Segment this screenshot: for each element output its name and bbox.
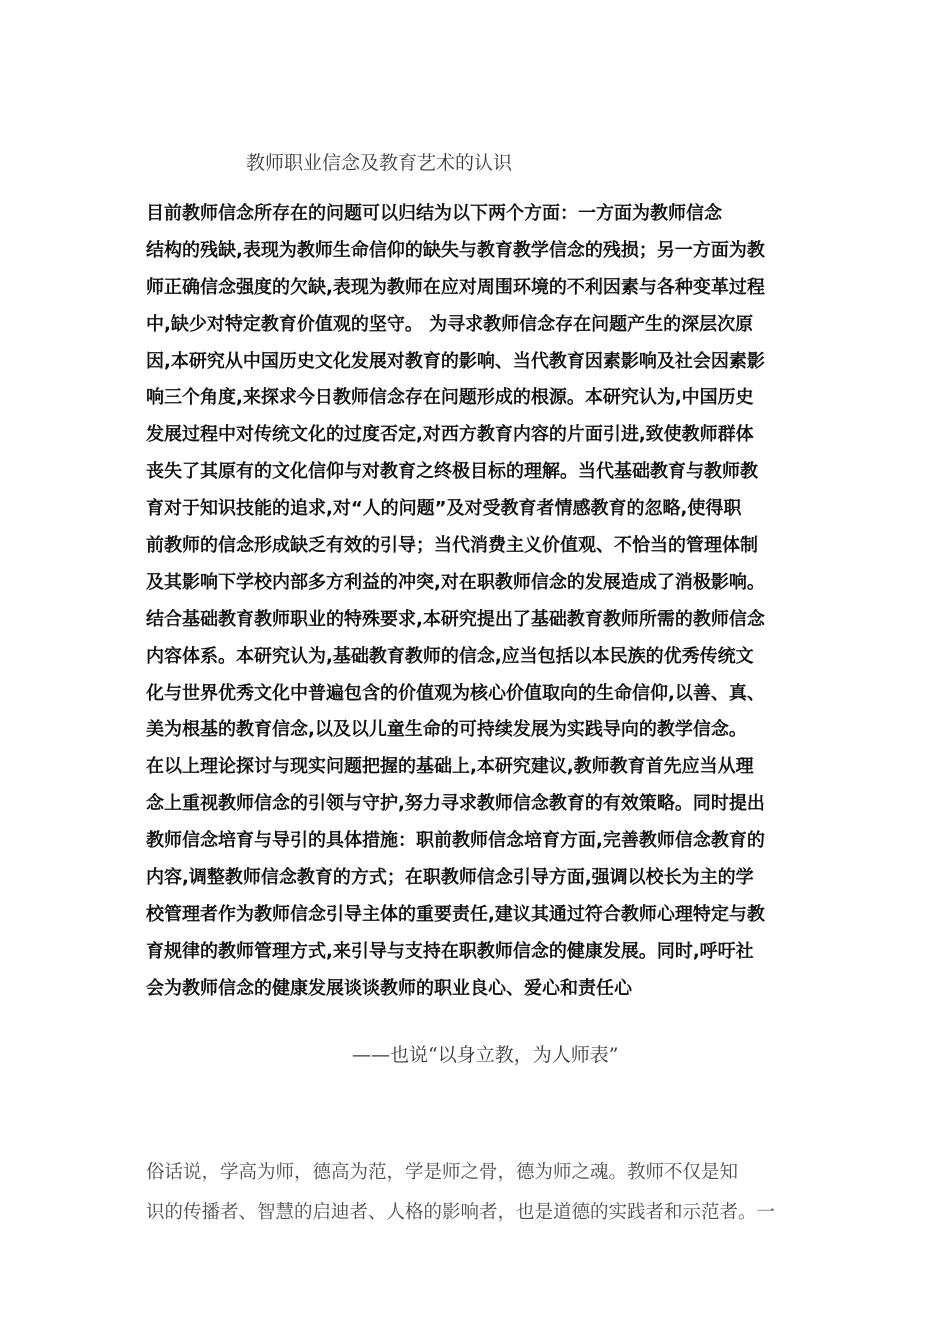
text-line: 丧失了其原有的文化信仰与对教育之终极目标的理解。当代基础教育与教师教 [146, 461, 758, 483]
text-line: 化与世界优秀文化中普遍包含的价值观为核心价值取向的生命信仰,以善、真、 [146, 682, 765, 704]
text-line: 念上重视教师信念的引领与守护,努力寻求教师信念教育的有效策略。同时提出 [146, 793, 765, 815]
text-line: 育规律的教师管理方式,来引导与支持在职教师信念的健康发展。同时,呼吁社 [146, 940, 754, 962]
text-line: 前教师的信念形成缺乏有效的引导；当代消费主义价值观、不恰当的管理体制 [146, 535, 758, 557]
text-line: 中,缺少对特定教育价值观的坚守。 为寻求教师信念存在问题产生的深层次原 [146, 313, 754, 335]
text-line: 师正确信念强度的欠缺,表现为教师在应对周围环境的不利因素与各种变革过程 [146, 276, 765, 298]
text-line: 俗话说，学高为师，德高为范，学是师之骨，德为师之魂。教师不仅是知 [146, 1162, 739, 1183]
text-line: 结构的残缺,表现为教师生命信仰的缺失与教育教学信念的残损；另一方面为教 [146, 239, 765, 261]
text-line: 因,本研究从中国历史文化发展对教育的影响、当代教育因素影响及社会因素影 [146, 350, 765, 372]
text-line: 育对于知识技能的追求,对“人的问题”及对受教育者情感教育的忽略,使得职 [146, 498, 742, 520]
text-line: 结合基础教育教师职业的特殊要求,本研究提出了基础教育教师所需的教师信念 [146, 608, 765, 630]
text-line: 内容,调整教师信念教育的方式；在职教师信念引导方面,强调以校长为主的学 [146, 867, 754, 889]
body-paragraph [146, 1153, 806, 1233]
text-line: 教师信念培育与导引的具体措施：职前教师信念培育方面,完善教师信念教育的 [146, 830, 765, 852]
text-line: 及其影响下学校内部多方利益的冲突,对在职教师信念的发展造成了消极影响。 [146, 571, 765, 593]
text-line: 响三个角度,来探求今日教师信念存在问题形成的根源。本研究认为,中国历史 [146, 387, 754, 409]
document-subtitle: ——也说“以身立教，为人师表” [352, 1044, 619, 1066]
text-line: 在以上理论探讨与现实问题把握的基础上,本研究建议,教师教育首先应当从理 [146, 756, 754, 778]
section-heading-line: 会为教师信念的健康发展谈谈教师的职业良心、爱心和责任心 [146, 977, 632, 999]
bold-paragraph [146, 196, 806, 1008]
text-line: 目前教师信念所存在的问题可以归结为以下两个方面：一方面为教师信念 [146, 203, 722, 224]
text-line: 校管理者作为教师信念引导主体的重要责任,建议其通过符合教师心理特定与教 [146, 903, 765, 925]
text-line: 发展过程中对传统文化的过度否定,对西方教育内容的片面引进,致使教师群体 [146, 424, 754, 446]
text-line: 内容体系。本研究认为,基础教育教师的信念,应当包括以本民族的优秀传统文 [146, 645, 754, 667]
text-line: 识的传播者、智慧的启迪者、人格的影响者，也是道德的实践者和示范者。一 [146, 1202, 776, 1223]
document-title: 教师职业信念及教育艺术的认识 [246, 152, 513, 174]
text-line: 美为根基的教育信念,以及以儿童生命的可持续发展为实践导向的教学信念。 [146, 719, 747, 741]
